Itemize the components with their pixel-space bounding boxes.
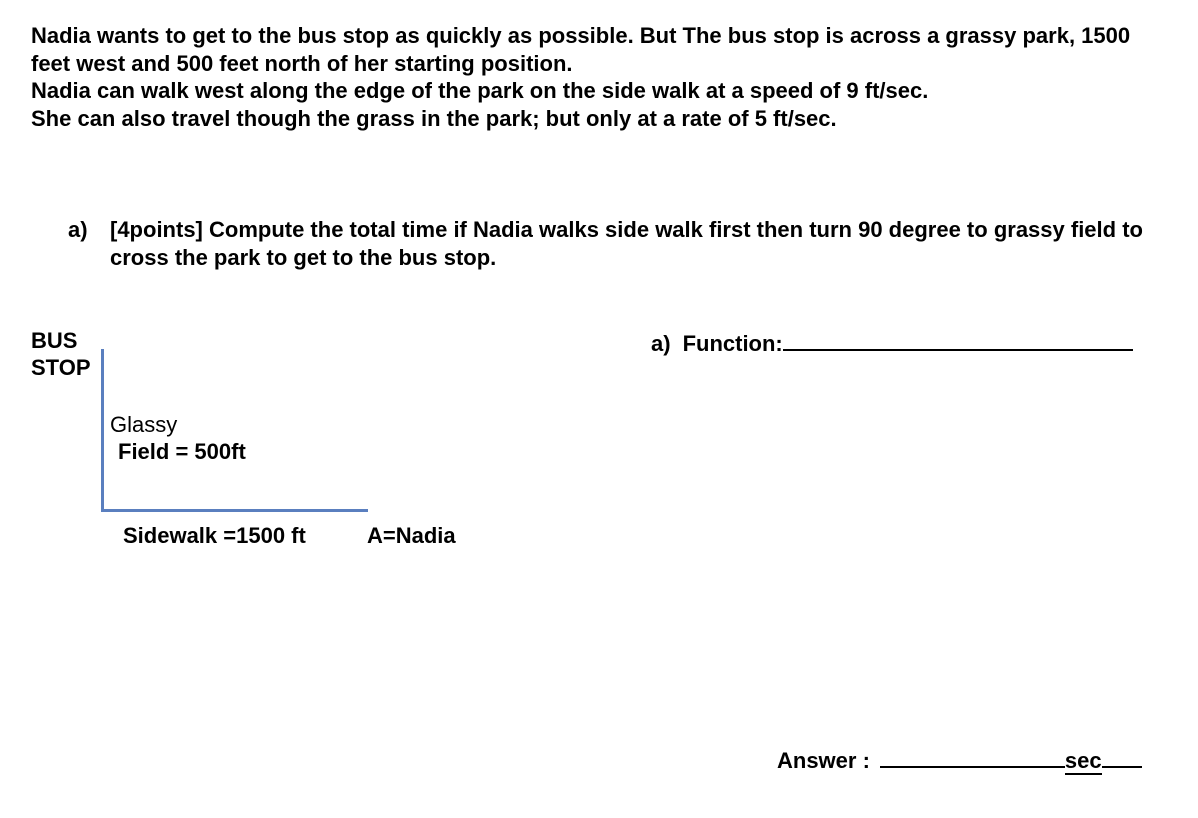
- question-marker: a): [68, 217, 88, 242]
- problem-line-1: Nadia wants to get to the bus stop as quickly as possible. But The bus stop is across a grassy park, 1500 feet west and 500 feet north of her starting position.: [31, 23, 1131, 76]
- field-label-line-2: Field = 500ft: [118, 439, 246, 464]
- function-label: Function:: [682, 331, 783, 356]
- bus-stop-line-2: STOP: [31, 355, 91, 380]
- sidewalk-label: Sidewalk =1500 ft: [123, 523, 306, 548]
- field-path-line: [101, 349, 104, 512]
- answer-label: Answer :: [777, 748, 870, 773]
- bus-stop-line-1: BUS: [31, 328, 78, 353]
- answer-blank[interactable]: [880, 744, 1065, 768]
- function-marker: a): [651, 331, 671, 356]
- question-a: [68, 216, 1158, 272]
- function-prompt: [651, 327, 1133, 357]
- field-label: [110, 411, 246, 465]
- bus-stop-label: [31, 327, 91, 381]
- sidewalk-path-line: [102, 509, 368, 512]
- function-blank[interactable]: [783, 327, 1133, 351]
- answer-unit: sec: [1064, 748, 1102, 773]
- nadia-label: A=Nadia: [367, 523, 456, 548]
- answer-unit-blank[interactable]: [1102, 744, 1142, 768]
- question-text: [4points] Compute the total time if Nadia walks side walk first then turn 90 degree to grassy field to cross the park to get to the bus stop.: [110, 217, 1143, 270]
- problem-statement: [31, 22, 1171, 132]
- problem-line-3: She can also travel though the grass in the park; but only at a rate of 5 ft/sec.: [31, 105, 837, 131]
- problem-line-2: Nadia can walk west along the edge of the park on the side walk at a speed of 9 ft/sec.: [31, 78, 929, 103]
- field-label-line-1: Glassy: [110, 412, 178, 437]
- answer-line: [777, 744, 1142, 774]
